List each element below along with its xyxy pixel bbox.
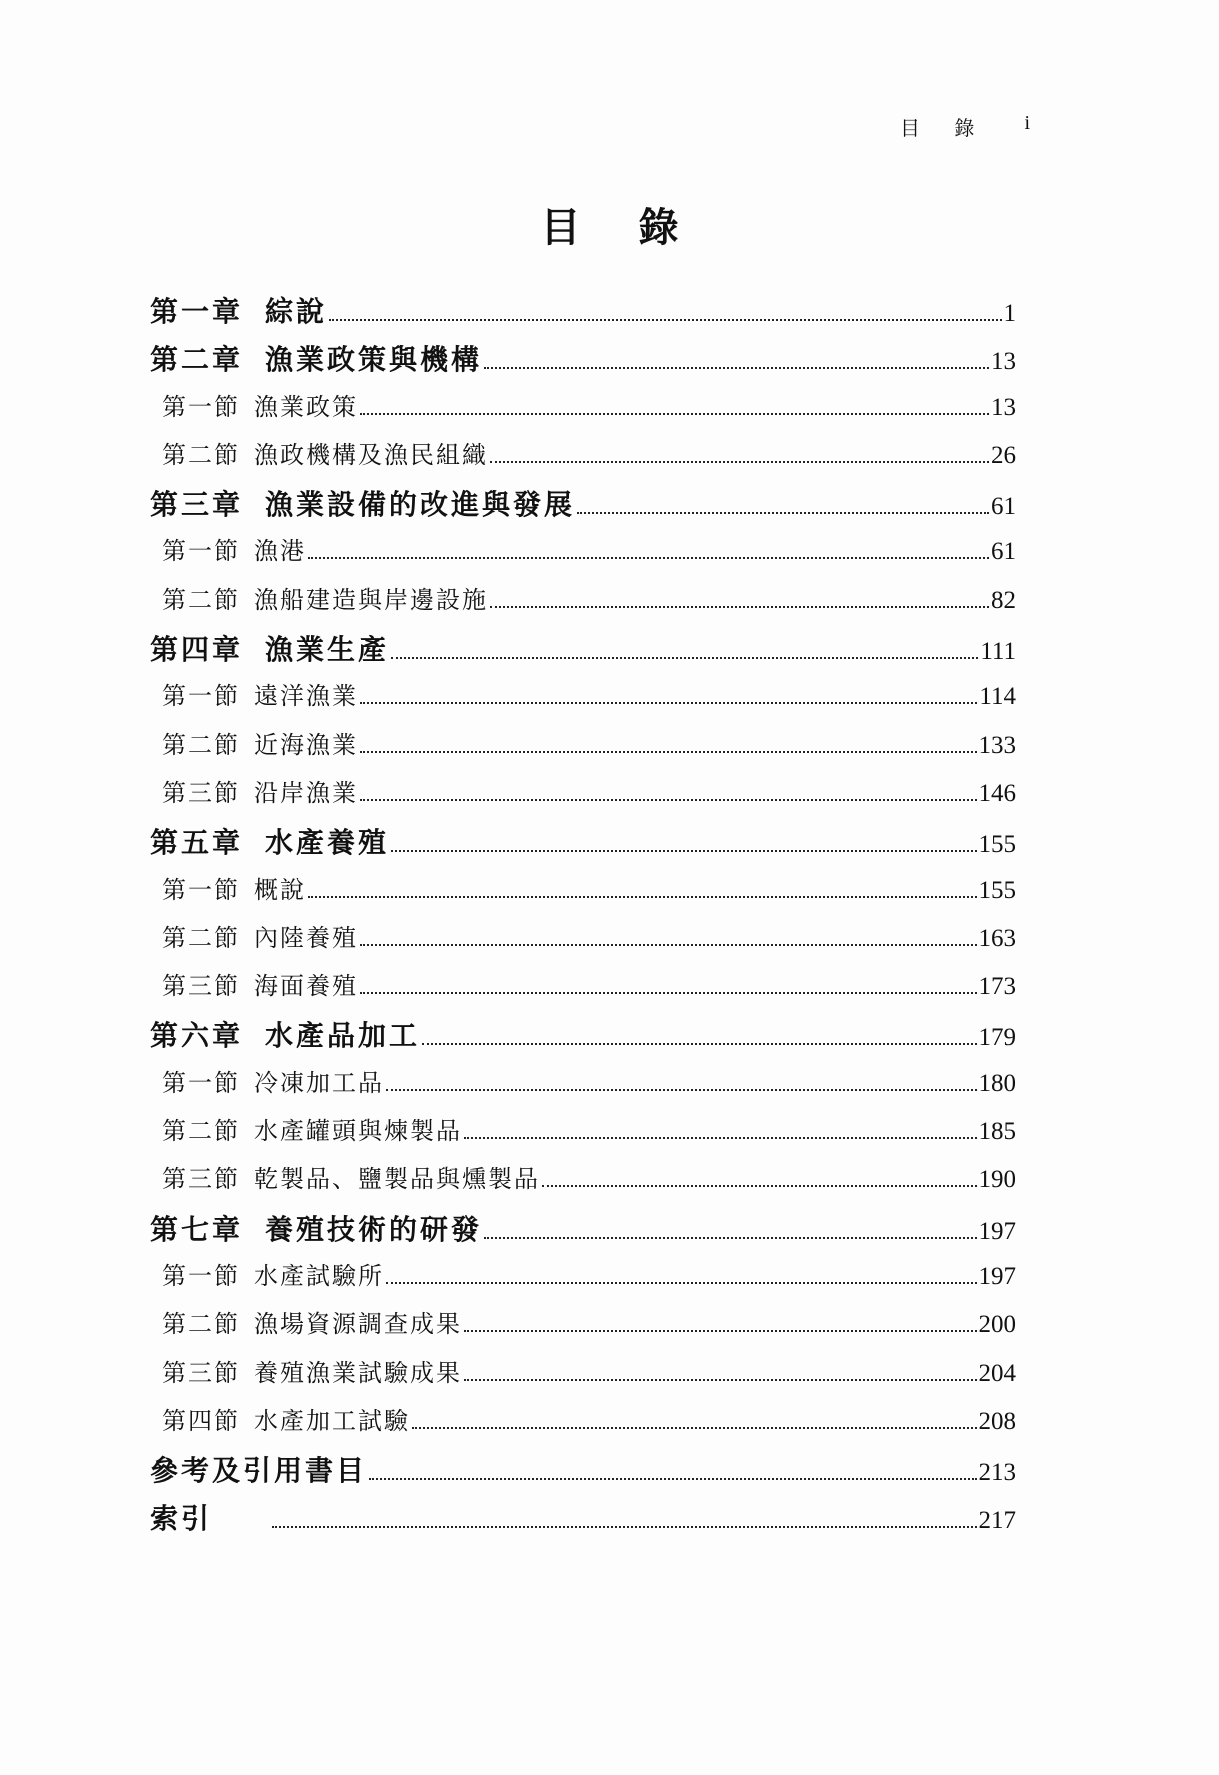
toc-dot-leader [272, 1525, 976, 1528]
toc-entry-title: 漁業設備的改進與發展 [265, 488, 576, 522]
toc-entry-number: 第三節 [162, 1165, 240, 1194]
toc-entry-page-number: 185 [978, 1118, 1016, 1146]
toc-dot-leader [464, 1329, 977, 1332]
toc-dot-leader [360, 701, 977, 704]
toc-dot-leader [360, 798, 977, 801]
toc-dot-leader [360, 991, 977, 994]
toc-entry-title: 遠洋漁業 [254, 682, 358, 711]
toc-entry-page-number: 197 [978, 1262, 1016, 1290]
toc-entry-page-number: 217 [978, 1507, 1016, 1535]
toc-dot-leader [386, 1281, 977, 1284]
toc-entry-label [150, 628, 389, 668]
toc-entry-chapter[interactable] [150, 1208, 1016, 1256]
page-title: 目 錄 [540, 204, 701, 251]
toc-dot-leader [329, 318, 1001, 321]
toc-entry-page-number: 26 [991, 441, 1016, 469]
toc-entry-section[interactable] [150, 773, 1016, 821]
toc-entry-chapter[interactable] [150, 1014, 1016, 1062]
toc-dot-leader [360, 750, 977, 753]
toc-entry-title: 海面養殖 [254, 972, 358, 1001]
toc-entry-number: 第一節 [162, 1068, 240, 1097]
toc-entry-label [150, 773, 358, 808]
toc-entry-section[interactable] [150, 1063, 1016, 1111]
running-header [880, 112, 1030, 142]
toc-entry-page-number: 114 [979, 683, 1016, 711]
toc-entry-number: 第一節 [162, 682, 240, 711]
toc-entry-page-number: 179 [978, 1024, 1016, 1052]
toc-entry-title: 漁船建造與岸邊設施 [254, 585, 488, 614]
toc-entry-number: 第二節 [162, 730, 240, 759]
toc-dot-leader [369, 1477, 976, 1480]
toc-dot-leader [490, 605, 989, 608]
toc-entry-page-number: 13 [991, 393, 1016, 421]
toc-dot-leader [412, 1426, 977, 1429]
toc-entry-label [150, 676, 358, 711]
toc-entry-title: 綜說 [265, 295, 328, 328]
toc-entry-label [150, 1449, 367, 1489]
toc-entry-number: 第一節 [162, 875, 240, 904]
toc-entry-page-number: 197 [978, 1217, 1016, 1245]
toc-entry-label [150, 870, 306, 905]
toc-entry-page-number: 155 [978, 831, 1016, 859]
toc-entry-section[interactable] [150, 870, 1016, 918]
toc-entry-label [150, 1159, 540, 1194]
toc-entry-number: 第四節 [162, 1406, 240, 1435]
toc-entry-section[interactable] [150, 1256, 1016, 1304]
toc-entry-number: 第一節 [162, 392, 240, 421]
toc-entry-label [150, 821, 389, 861]
toc-entry-section[interactable] [150, 966, 1016, 1014]
toc-entry-title: 沿岸漁業 [254, 778, 358, 807]
toc-entry-chapter[interactable] [150, 483, 1016, 531]
toc-entry-page-number: 163 [978, 924, 1016, 952]
toc-entry-title: 冷凍加工品 [254, 1068, 384, 1097]
toc-dot-leader [391, 656, 978, 659]
toc-entry-section[interactable] [150, 435, 1016, 483]
toc-entry-number: 參考及引用書目 [150, 1454, 368, 1488]
toc-entry-title: 水產養殖 [265, 826, 390, 860]
toc-entry-label [150, 483, 575, 523]
toc-entry-title: 漁業政策與機構 [265, 343, 483, 377]
toc-entry-number: 第三節 [162, 972, 240, 1001]
toc-entry-chapter[interactable] [150, 338, 1016, 386]
toc-entry-number: 第一節 [162, 1261, 240, 1290]
toc-entry-page-number: 146 [978, 779, 1016, 807]
toc-dot-leader [386, 1088, 977, 1091]
toc-dot-leader [490, 460, 989, 463]
toc-dot-leader [577, 511, 989, 514]
toc-entry-section[interactable] [150, 918, 1016, 966]
toc-dot-leader [484, 1236, 976, 1239]
toc-entry-number: 第七章 [150, 1212, 244, 1246]
toc-entry-number: 第二節 [162, 923, 240, 952]
toc-dot-leader [464, 1136, 977, 1139]
toc-entry-page-number: 13 [991, 348, 1016, 376]
running-header-title: 目 錄 [900, 116, 989, 140]
toc-entry-label [150, 387, 358, 422]
toc-entry-section[interactable] [150, 580, 1016, 628]
toc-entry-section[interactable] [150, 725, 1016, 773]
toc-entry-label [150, 1256, 384, 1291]
toc-entry-label [150, 966, 358, 1001]
toc-entry-label [150, 1497, 212, 1537]
toc-entry-label [150, 725, 358, 760]
toc-entry-page-number: 155 [978, 876, 1016, 904]
toc-entry-section[interactable] [150, 1401, 1016, 1449]
toc-entry-label [150, 1353, 462, 1388]
toc-entry-label [150, 1304, 462, 1339]
toc-entry-backmatter[interactable] [150, 1497, 1016, 1545]
toc-entry-title: 水產試驗所 [254, 1261, 384, 1290]
toc-entry-title: 乾製品、鹽製品與燻製品 [254, 1165, 540, 1194]
toc-entry-number: 第五章 [150, 826, 244, 860]
toc-entry-number: 第二節 [162, 585, 240, 614]
toc-entry-title: 漁港 [254, 537, 306, 566]
toc-entry-section[interactable] [150, 676, 1016, 724]
toc-entry-page-number: 180 [978, 1069, 1016, 1097]
toc-entry-title: 內陸養殖 [254, 923, 358, 952]
toc-entry-title: 漁業生產 [265, 633, 390, 667]
toc-entry-label [150, 1063, 384, 1098]
toc-entry-label [150, 1401, 410, 1436]
toc-entry-number: 第二節 [162, 1310, 240, 1339]
toc-dot-leader [422, 1042, 976, 1045]
toc-dot-leader [484, 366, 989, 369]
toc-entry-number: 第一節 [162, 537, 240, 566]
toc-entry-section[interactable] [150, 387, 1016, 435]
toc-entry-chapter[interactable] [150, 628, 1016, 676]
toc-entry-section[interactable] [150, 1353, 1016, 1401]
toc-dot-leader [308, 895, 977, 898]
toc-entry-section[interactable] [150, 531, 1016, 579]
toc-entry-number: 第二節 [162, 1117, 240, 1146]
toc-entry-page-number: 213 [978, 1459, 1016, 1487]
toc-entry-page-number: 204 [978, 1359, 1016, 1387]
toc-entry-number: 第三節 [162, 1358, 240, 1387]
running-header-page-number: i [1024, 112, 1030, 134]
toc-entry-label [150, 918, 358, 953]
toc-entry-page-number: 200 [978, 1311, 1016, 1339]
toc-entry-page-number: 173 [978, 973, 1016, 1001]
toc-entry-page-number: 111 [980, 638, 1016, 666]
toc-entry-number: 第四章 [150, 633, 244, 667]
toc-entry-backmatter[interactable] [150, 1449, 1016, 1497]
toc-entry-page-number: 82 [991, 586, 1016, 614]
toc-entry-label [150, 1111, 462, 1146]
toc-entry-section[interactable] [150, 1304, 1016, 1352]
toc-entry-section[interactable] [150, 1111, 1016, 1159]
toc-dot-leader [542, 1184, 977, 1187]
toc-dot-leader [360, 412, 989, 415]
toc-entry-chapter[interactable] [150, 290, 1016, 338]
toc-entry-title: 水產加工試驗 [254, 1406, 410, 1435]
toc-entry-label [150, 531, 306, 566]
toc-entry-title: 漁場資源調查成果 [254, 1310, 462, 1339]
toc-entry-title: 概說 [254, 875, 306, 904]
toc-entry-label [150, 338, 482, 378]
toc-entry-number: 第三章 [150, 488, 244, 522]
toc-entry-number: 第二章 [150, 343, 244, 377]
toc-entry-label [150, 290, 327, 330]
toc-entry-label [150, 1208, 482, 1248]
toc-entry-title: 水產罐頭與煉製品 [254, 1117, 462, 1146]
toc-entry-label [150, 1014, 420, 1054]
toc-entry-title: 水產品加工 [265, 1019, 421, 1053]
toc-entry-page-number: 190 [978, 1166, 1016, 1194]
toc-entry-title: 近海漁業 [254, 730, 358, 759]
toc-dot-leader [391, 849, 976, 852]
toc-entry-title: 漁業政策 [254, 392, 358, 421]
toc-entry-number: 索引 [150, 1502, 213, 1536]
toc-entry-title: 漁政機構及漁民組織 [254, 440, 488, 469]
toc-entry-section[interactable] [150, 1159, 1016, 1207]
toc-entry-number: 第一章 [150, 295, 244, 328]
table-of-contents [150, 290, 1016, 1546]
toc-entry-number: 第六章 [150, 1019, 244, 1053]
toc-dot-leader [464, 1378, 977, 1381]
toc-entry-page-number: 208 [978, 1407, 1016, 1435]
toc-entry-page-number: 133 [978, 731, 1016, 759]
toc-dot-leader [360, 943, 977, 946]
toc-dot-leader [308, 556, 989, 559]
toc-entry-page-number: 61 [991, 493, 1016, 521]
toc-entry-number: 第二節 [162, 440, 240, 469]
toc-entry-page-number: 61 [991, 538, 1016, 566]
toc-entry-label [150, 435, 488, 470]
toc-entry-page-number: 1 [1003, 300, 1016, 327]
toc-entry-chapter[interactable] [150, 821, 1016, 869]
toc-entry-number: 第三節 [162, 778, 240, 807]
toc-entry-title: 養殖技術的研發 [265, 1212, 483, 1246]
toc-entry-label [150, 580, 488, 615]
toc-entry-title: 養殖漁業試驗成果 [254, 1358, 462, 1387]
